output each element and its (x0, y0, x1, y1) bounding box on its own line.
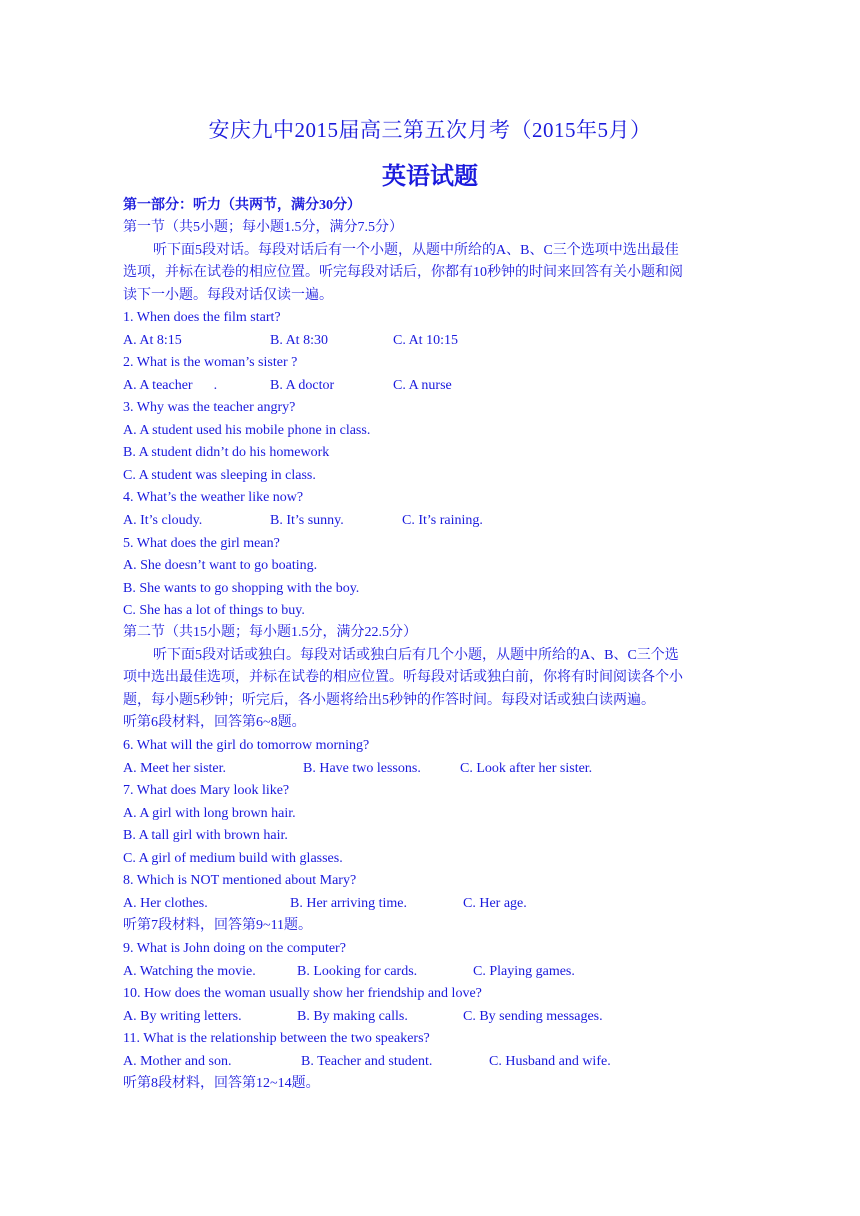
section1-instruction-line: 读下一小题。每段对话仅读一遍。 (123, 288, 333, 303)
section1-instruction-line: 选项，并标在试卷的相应位置。听完每段对话后，你都有10秒钟的时间来回答有关小题和阅 (123, 265, 683, 280)
section1-instruction-line: 听下面5段对话。每段对话后有一个小题，从题中所给的A、B、C三个选项中选出最佳 (153, 243, 679, 258)
option-a: A. Watching the movie. (123, 964, 256, 979)
exam-subtitle: 英语试题 (382, 162, 478, 190)
option-a: A. Meet her sister. (123, 761, 227, 776)
option-a: A. At 8:15 (123, 333, 182, 348)
option-b: B. A tall girl with brown hair. (123, 828, 288, 843)
option-c: C. A girl of medium build with glasses. (123, 851, 343, 866)
section1-heading: 第一节（共5小题；每小题1.5分，满分7.5分） (123, 220, 403, 235)
option-b: B. By making calls. (297, 1009, 408, 1024)
option-b: B. At 8:30 (270, 333, 328, 348)
option-a: A. A student used his mobile phone in class. (123, 423, 371, 438)
option-b: B. A doctor (270, 378, 335, 393)
section2-instruction-line: 听下面5段对话或独白。每段对话或独白后有几个小题，从题中所给的A、B、C三个选 (153, 648, 679, 663)
option-a: A. A girl with long brown hair. (123, 806, 296, 821)
option-b: B. A student didn’t do his homework (123, 445, 330, 460)
question-stem: 4. What’s the weather like now? (123, 490, 304, 505)
part1-heading: 第一部分：听力（共两节，满分30分） (123, 198, 361, 213)
option-c: C. A nurse (393, 378, 452, 393)
option-b: B. Have two lessons. (303, 761, 421, 776)
option-a: A. It’s cloudy. (123, 513, 203, 528)
question-stem: 10. How does the woman usually show her friendship and love? (123, 986, 482, 1001)
question-stem: 6. What will the girl do tomorrow morning? (123, 738, 370, 753)
option-a: A. Mother and son. (123, 1054, 232, 1069)
material-note: 听第7段材料，回答第9~11题。 (123, 918, 313, 933)
option-c: C. A student was sleeping in class. (123, 468, 316, 483)
option-a: A. A teacher . (123, 378, 218, 393)
question-stem: 2. What is the woman’s sister ? (123, 355, 298, 370)
question-stem: 5. What does the girl mean? (123, 536, 280, 551)
material-note: 听第8段材料，回答第12~14题。 (123, 1076, 320, 1091)
question-stem: 9. What is John doing on the computer? (123, 941, 346, 956)
question-stem: 8. Which is NOT mentioned about Mary? (123, 873, 357, 888)
question-stem: 3. Why was the teacher angry? (123, 400, 296, 415)
option-b: B. Teacher and student. (301, 1054, 433, 1069)
option-b: B. She wants to go shopping with the boy. (123, 581, 360, 596)
option-b: B. Her arriving time. (290, 896, 408, 911)
question-stem: 11. What is the relationship between the two speakers? (123, 1031, 430, 1046)
section2-heading: 第二节（共15小题；每小题1.5分，满分22.5分） (123, 625, 417, 640)
option-c: C. By sending messages. (463, 1009, 603, 1024)
question-stem: 7. What does Mary look like? (123, 783, 290, 798)
exam-title: 安庆九中2015届高三第五次月考（2015年5月） (208, 118, 652, 142)
option-a: A. By writing letters. (123, 1009, 242, 1024)
option-c: C. Look after her sister. (460, 761, 593, 776)
option-a: A. Her clothes. (123, 896, 208, 911)
option-c: C. Playing games. (473, 964, 575, 979)
option-c: C. Husband and wife. (489, 1054, 611, 1069)
material-note: 听第6段材料，回答第6~8题。 (123, 715, 306, 730)
option-c: C. At 10:15 (393, 333, 458, 348)
option-a: A. She doesn’t want to go boating. (123, 558, 318, 573)
option-c: C. Her age. (463, 896, 527, 911)
option-c: C. It’s raining. (402, 513, 483, 528)
question-stem: 1. When does the film start? (123, 310, 281, 325)
option-c: C. She has a lot of things to buy. (123, 603, 305, 618)
option-b: B. Looking for cards. (297, 964, 418, 979)
section2-instruction-line: 题，每小题5秒钟；听完后，各小题将给出5秒钟的作答时间。每段对话或独白读两遍。 (123, 693, 655, 708)
option-b: B. It’s sunny. (270, 513, 344, 528)
section2-instruction-line: 项中选出最佳选项，并标在试卷的相应位置。听每段对话或独白前，你将有时间阅读各个小 (123, 670, 683, 685)
